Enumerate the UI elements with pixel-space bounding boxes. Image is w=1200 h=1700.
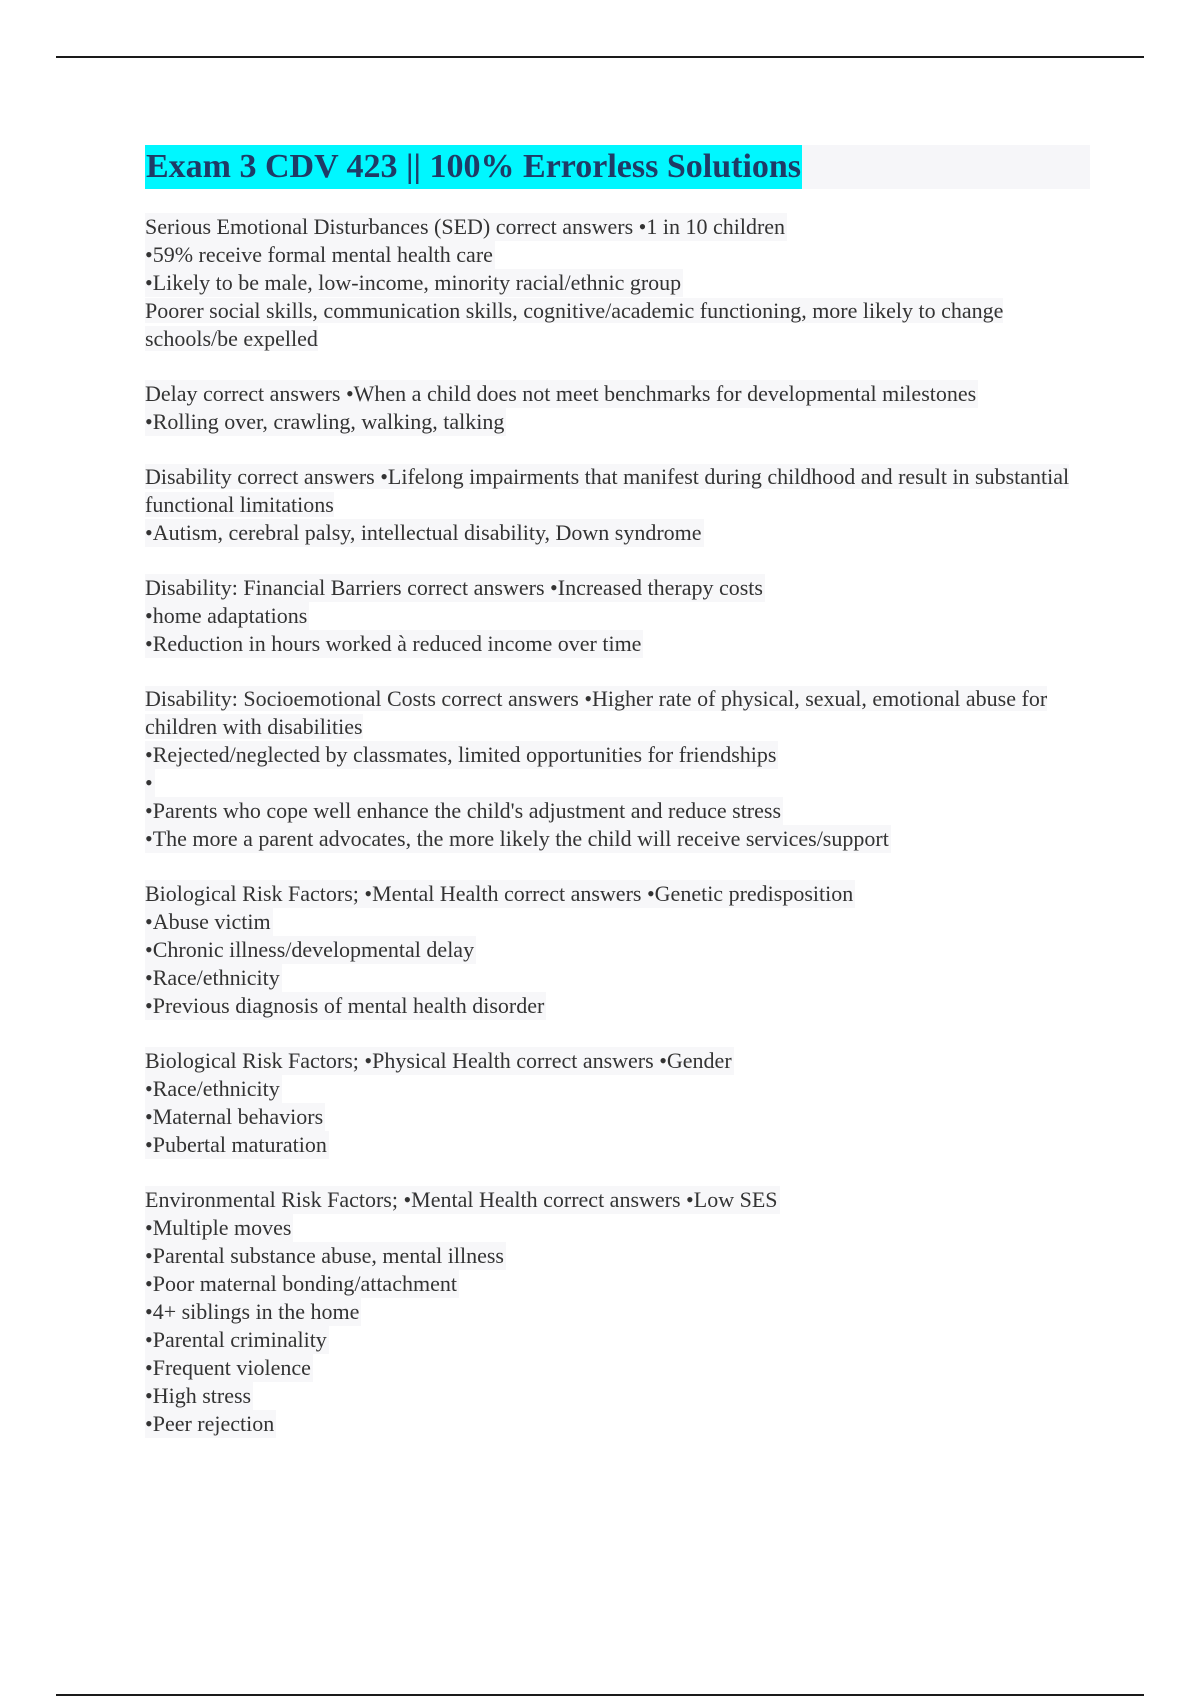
text-line: Biological Risk Factors; •Mental Health correct answers •Genetic predisposition	[145, 881, 854, 906]
text-line: •Maternal behaviors	[145, 1104, 324, 1129]
qa-block-sed	[145, 213, 1090, 353]
top-rule	[56, 56, 1144, 58]
title-bar	[145, 145, 1090, 189]
text-line: •High stress	[145, 1383, 252, 1408]
text-line: •Rejected/neglected by classmates, limited opportunities for friendships	[145, 742, 777, 767]
text-line	[145, 463, 1090, 519]
text-line: •Parental criminality	[145, 1327, 327, 1352]
text-line: •home adaptations	[145, 603, 308, 628]
text-line: Biological Risk Factors; •Physical Health correct answers •Gender	[145, 1048, 732, 1073]
qa-block-disability	[145, 463, 1090, 547]
text-line: •Race/ethnicity	[145, 965, 280, 990]
qa-block-biological-mental	[145, 880, 1090, 1020]
text-line-content: Poorer social skills, communication skills, cognitive/academic functioning, more likely to change schools/be expelled	[145, 298, 1004, 351]
text-line: •Abuse victim	[145, 909, 271, 934]
qa-block-environmental-mental	[145, 1186, 1090, 1438]
text-line: Delay correct answers •When a child does not meet benchmarks for developmental milestones	[145, 381, 977, 406]
text-line: •Frequent violence	[145, 1355, 311, 1380]
text-line: •Previous diagnosis of mental health disorder	[145, 993, 545, 1018]
qa-block-biological-physical	[145, 1047, 1090, 1159]
text-line: •Parents who cope well enhance the child's adjustment and reduce stress	[145, 798, 782, 823]
text-line: •Rolling over, crawling, walking, talking	[145, 409, 505, 434]
text-line: •	[145, 770, 153, 795]
bottom-rule	[56, 1694, 1144, 1696]
qa-block-financial-barriers	[145, 574, 1090, 658]
text-line: •Pubertal maturation	[145, 1132, 327, 1157]
text-line: Disability: Financial Barriers correct answers •Increased therapy costs	[145, 575, 763, 600]
qa-block-socioemotional-costs	[145, 685, 1090, 853]
text-line: •Race/ethnicity	[145, 1076, 280, 1101]
text-line: •Reduction in hours worked à reduced income over time	[145, 631, 642, 656]
text-line-content: Disability correct answers •Lifelong impairments that manifest during childhood and result in substantial functional limitations	[145, 464, 1070, 517]
text-line-content: Disability: Socioemotional Costs correct answers •Higher rate of physical, sexual, emotional abuse for children with disabilities	[145, 686, 1048, 739]
text-line	[145, 297, 1090, 353]
text-line	[145, 685, 1090, 741]
text-line: •Peer rejection	[145, 1411, 275, 1436]
text-line: •Chronic illness/developmental delay	[145, 937, 475, 962]
text-line: •Likely to be male, low-income, minority racial/ethnic group	[145, 270, 682, 295]
text-line: Serious Emotional Disturbances (SED) correct answers •1 in 10 children	[145, 214, 786, 239]
text-line: •The more a parent advocates, the more likely the child will receive services/support	[145, 826, 889, 851]
qa-block-delay	[145, 380, 1090, 436]
text-line: •Parental substance abuse, mental illness	[145, 1243, 504, 1268]
text-line: •Poor maternal bonding/attachment	[145, 1271, 457, 1296]
document-body	[145, 145, 1090, 1465]
text-line: Environmental Risk Factors; •Mental Health correct answers •Low SES	[145, 1187, 778, 1212]
text-line: •Multiple moves	[145, 1215, 292, 1240]
text-line: •4+ siblings in the home	[145, 1299, 360, 1324]
text-line: •59% receive formal mental health care	[145, 242, 493, 267]
document-title: Exam 3 CDV 423 || 100% Errorless Solutions	[145, 145, 802, 189]
text-line: •Autism, cerebral palsy, intellectual disability, Down syndrome	[145, 520, 702, 545]
